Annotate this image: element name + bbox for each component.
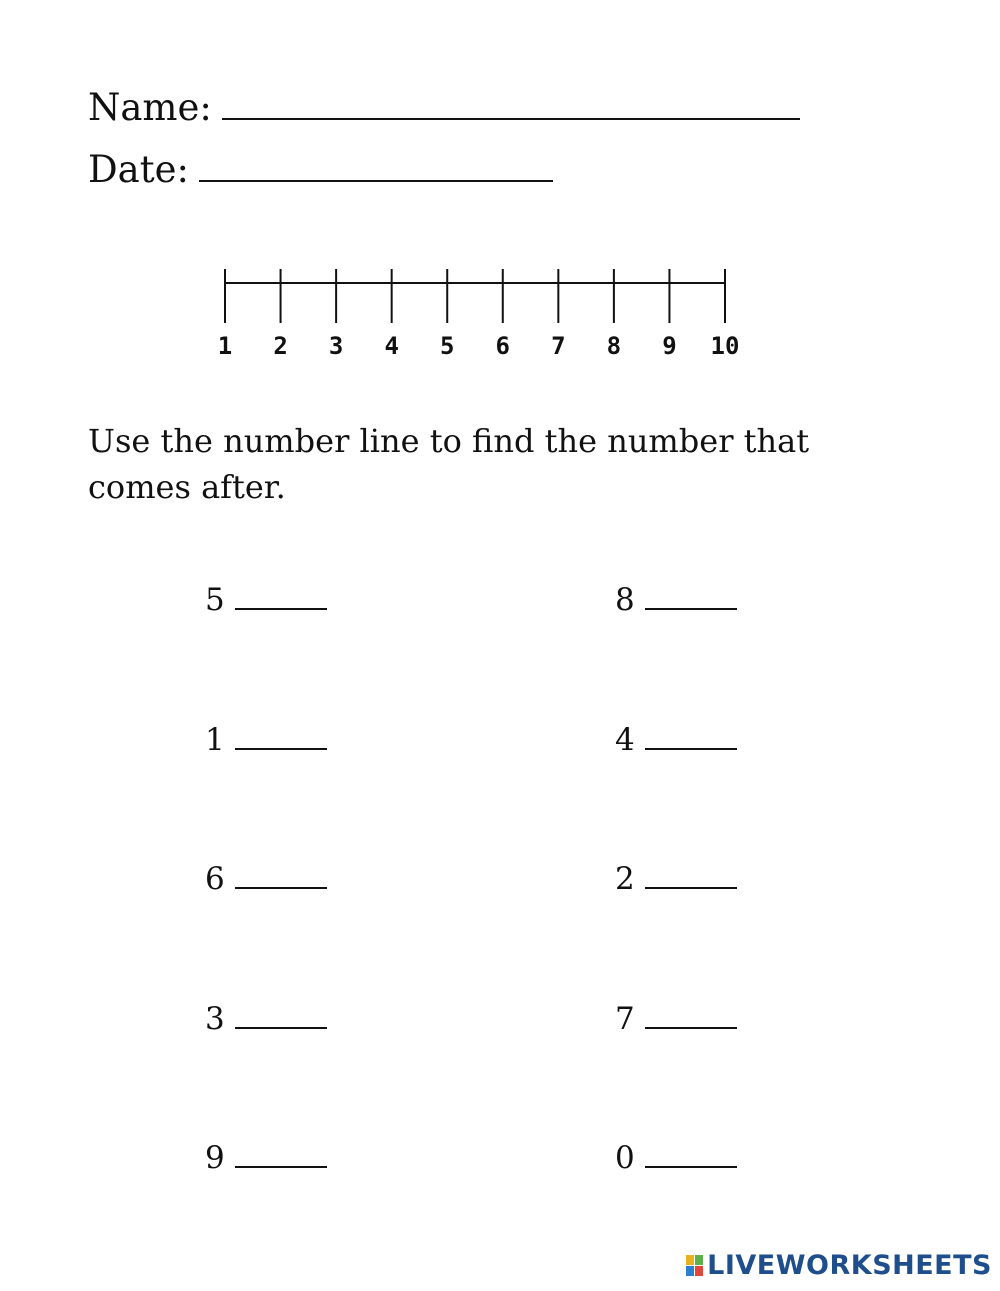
answer-blank[interactable] xyxy=(235,1142,327,1168)
problem-number: 6 xyxy=(205,861,225,897)
number-line-label: 3 xyxy=(328,332,344,360)
answer-blank[interactable] xyxy=(645,584,737,610)
answer-blank[interactable] xyxy=(235,1003,327,1029)
logo-square-3 xyxy=(686,1266,694,1276)
logo-text: LIVEWORKSHEETS xyxy=(707,1250,992,1281)
problem-number: 8 xyxy=(615,582,635,618)
logo-square-2 xyxy=(695,1255,703,1265)
name-field xyxy=(88,86,800,130)
problem-item xyxy=(615,720,737,760)
number-line-label: 8 xyxy=(606,332,622,360)
problem-number: 4 xyxy=(615,721,635,758)
answer-blank[interactable] xyxy=(235,863,327,889)
logo-square-4 xyxy=(695,1266,703,1276)
number-line-label: 2 xyxy=(273,332,288,360)
problem-item xyxy=(205,1138,327,1178)
number-line-labels xyxy=(218,332,740,360)
number-line-ticks xyxy=(225,269,725,323)
problem-number: 9 xyxy=(205,1140,225,1176)
answer-blank[interactable] xyxy=(645,724,737,750)
name-label: Name: xyxy=(88,86,212,129)
problem-item xyxy=(615,999,737,1039)
problem-number: 5 xyxy=(205,582,225,618)
problem-item xyxy=(615,580,737,620)
problem-number: 1 xyxy=(205,721,225,758)
number-line-label: 7 xyxy=(551,332,566,360)
number-line xyxy=(200,260,760,370)
name-blank-line[interactable] xyxy=(222,88,800,120)
problem-number: 7 xyxy=(615,1000,635,1037)
answer-blank[interactable] xyxy=(235,724,327,750)
problem-item xyxy=(615,859,737,899)
answer-blank[interactable] xyxy=(235,584,327,610)
logo-mark-icon xyxy=(686,1255,703,1276)
number-line-label: 6 xyxy=(495,332,511,360)
problem-item xyxy=(205,720,327,760)
number-line-label: 4 xyxy=(384,332,399,360)
problem-item xyxy=(205,859,327,899)
instructions: Use the number line to find the number that comes after. xyxy=(88,422,810,506)
problem-item xyxy=(205,580,327,620)
problem-item xyxy=(615,1138,737,1178)
liveworksheets-logo xyxy=(686,1250,992,1281)
logo-square-1 xyxy=(686,1255,694,1265)
date-field xyxy=(88,148,553,192)
problem-number: 0 xyxy=(615,1140,635,1176)
answer-blank[interactable] xyxy=(645,863,737,889)
number-line-label: 5 xyxy=(439,332,455,360)
number-line-label: 9 xyxy=(662,332,677,360)
problem-number: 2 xyxy=(615,861,635,897)
answer-blank[interactable] xyxy=(645,1003,737,1029)
answer-blank[interactable] xyxy=(645,1142,737,1168)
problem-item xyxy=(205,999,327,1039)
date-blank-line[interactable] xyxy=(199,150,553,182)
date-label: Date: xyxy=(88,148,189,191)
problem-number: 3 xyxy=(205,1000,225,1037)
number-line-label: 10 xyxy=(710,332,740,360)
number-line-label: 1 xyxy=(217,332,233,360)
